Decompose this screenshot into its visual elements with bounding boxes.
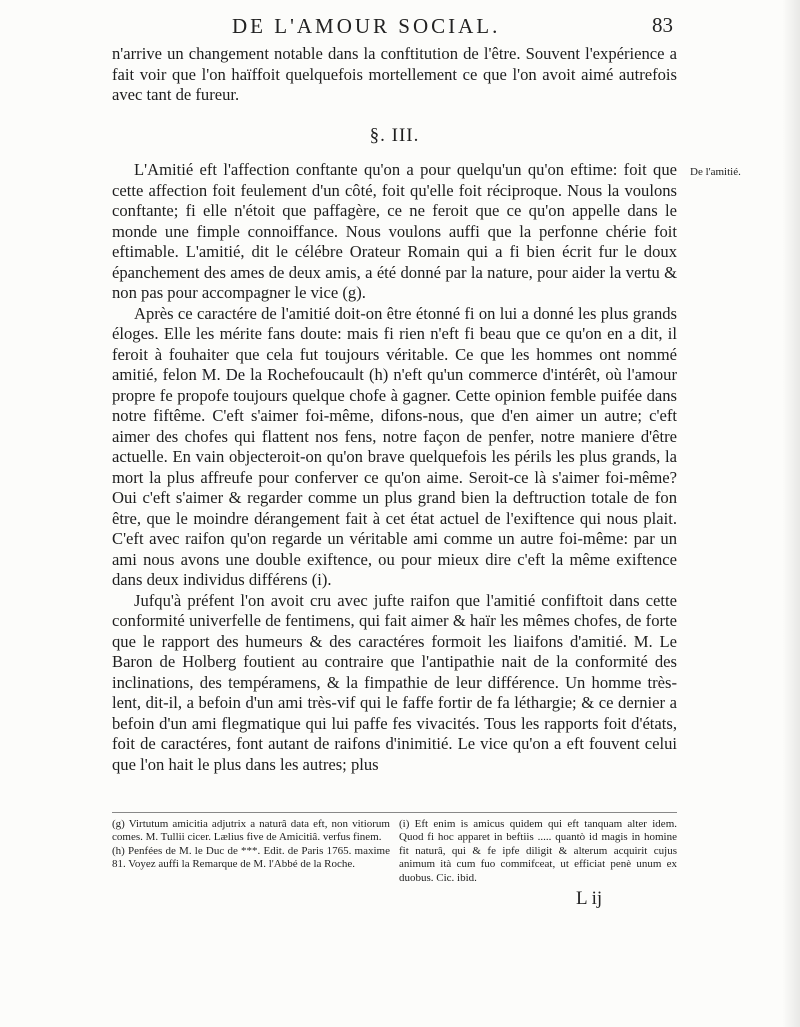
margin-note: De l'amitié. (690, 166, 741, 178)
paragraph-continuation: n'arrive un changement notable dans la conftitution de l'être. Souvent l'expérience a fait voir que l'on haïffoit quelquefois mortellement ce que l'on avoit aimé autrefois avec tant de fureur. (112, 44, 677, 104)
page-edge-shadow (782, 0, 800, 1027)
footnote-column-right (399, 818, 677, 885)
footnotes (112, 818, 677, 885)
running-head: DE L'AMOUR SOCIAL. (232, 14, 501, 38)
main-text (112, 44, 677, 775)
footnote-divider (112, 812, 677, 813)
footnote-h: (h) Penfées de M. le Duc de ***. Edit. de Paris 1765. maxime 81. Voyez auffi la Remarque de M. l'Abbé de la Roche. (112, 844, 390, 871)
section-heading: §. III. (369, 124, 420, 146)
page-number: 83 (652, 13, 673, 37)
footnote-column-left (112, 818, 390, 885)
paragraph-amitie-eloges: Après ce caractére de l'amitié doit-on être étonné fi on lui a donné les plus grands éloges. Elle les mérite fans doute: mais fi rien n'eft fi beau que ce qu'on en a dit, il feroit à fouhaiter que cela fut toujours véritable. Ce que les hommes ont nommé amitié, felon M. De la Rochefoucault (h) n'eft qu'un commerce d'intérêt, où l'amour propre fe propofe toujours quelque chofe à gagner. Cette opinion femble puifée dans notre fiftême. C'eft s'aimer foi-même, difons-nous, que d'en aimer un autre; c'eft aimer des chofes qui flattent nos fens, notre façon de penfer, notre maniere d'être actuelle. En vain objecteroit-on qu'on brave quelquefois les périls les plus grands, la mort la plus affreufe pour conferver ce qu'on aime. Seroit-ce là s'aimer foi-même? Oui c'eft s'aimer & regarder comme un plus grand bien la deftruction totale de fon être, que le moindre dérangement fait à cet état actuel de l'exiftence qui nous plait. C'eft avec raifon qu'on regarde un véritable ami comme un autre foi-même: par un ami nous avons une double exiftence, ou pour mieux dire c'eft la même exiftence dans deux individus différens (i). (112, 303, 677, 589)
paragraph-amitie-definition: L'Amitié eft l'affection conftante qu'on a pour quelqu'un qu'on eftime: foit que cette affection foit feulement d'un côté, foit qu'elle foit réciproque. Nous la voulons conftante; fi elle n'étoit que paffagère, ce ne feroit que ce qu'on appelle dans le monde une fimple connoiffance. Nous voulons auffi que la perfonne chérie foit eftimable. L'amitié, dit le célébre Orateur Romain qui a fi bien écrit fur le doux épanchement des ames de deux amis, a été donné par la nature, pour aider la vertu & non pas pour accompagner le vice (g). (112, 160, 677, 302)
footnote-i: (i) Eft enim is amicus quidem qui eft tanquam alter idem. Quod fi hoc apparet in beftiis ..... quantò id magis in homine fit naturâ, qui & fe ipfe diligit & alterum acquirit cujus animum ità cum fuo commifceat, ut efficiat penè unum ex duobus. Cic. ibid. (399, 818, 677, 884)
signature-mark: L ij (576, 888, 603, 909)
footnote-g: (g) Virtutum amicitia adjutrix a naturâ data eft, non vitiorum comes. M. Tullii cicer. Lælius five de Amicitiâ. verfus finem. (112, 818, 390, 844)
paragraph-holberg: Jufqu'à préfent l'on avoit cru avec jufte raifon que l'amitié confiftoit dans cette conformité univerfelle de fentimens, qui fait aimer & haïr les mêmes chofes, de forte que le rapport des humeurs & des caractéres formoit les liaifons d'amitié. M. Le Baron de Holberg foutient au contraire que l'antipathie nait de la conformité des inclinations, des tempéramens, & la fimpathie de leur différence. Un homme très-lent, dit-il, a befoin d'un ami très-vif qui le faffe fortir de fa léthargie; & ce dernier a befoin d'un ami flegmatique qui lui paffe fes vivacités. Tous les rapports foit d'états, foit de caractéres, font autant de raifons d'inimitié. Le vice qu'on a eft fouvent celui que l'on hait le plus dans les autres; plus (112, 590, 677, 774)
